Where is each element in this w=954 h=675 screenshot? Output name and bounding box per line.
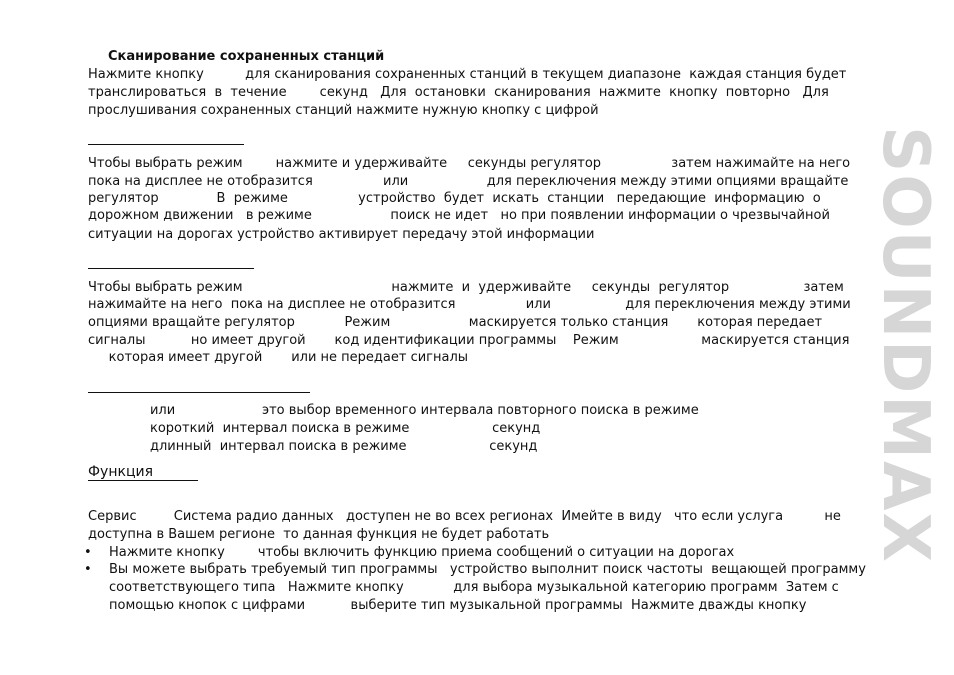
- brand-watermark: [870, 60, 940, 630]
- text-line: ситуации на дорогах устройство активирует передачу этой информации: [88, 227, 595, 242]
- function-label: Функция: [88, 464, 153, 480]
- text-line: которая имеет другой или не передает сигналы: [88, 350, 469, 365]
- text-line: Чтобы выбрать режим нажмите и удерживайте секунды регулятор затем нажимайте на него: [88, 156, 851, 171]
- list-item-continued: помощью кнопок с цифрами выберите тип музыкальной программы Нажмите дважды кнопку: [109, 598, 807, 613]
- brand-logo-text: SOUNDMAX: [868, 126, 942, 564]
- manual-page: [84, 0, 868, 675]
- section-rule: [88, 144, 244, 145]
- text-line: нажимайте на него пока на дисплее не отобразится или для переключения между этими: [88, 297, 851, 312]
- text-line: транслироваться в течение секунд Для остановки сканирования нажмите кнопку повторно Для: [88, 85, 829, 100]
- section-rule: [88, 392, 310, 393]
- text-line: Нажмите кнопку для сканирования сохраненных станций в текущем диапазоне каждая станция будет: [88, 67, 847, 82]
- bullet-icon: •: [84, 562, 92, 577]
- text-line: пока на дисплее не отобразится или для переключения между этими опциями вращайте: [88, 174, 849, 189]
- text-line: Сервис Система радио данных доступен не во всех регионах Имейте в виду что если услуга не: [88, 509, 841, 524]
- text-line: прослушивания сохраненных станций нажмите нужную кнопку с цифрой: [88, 103, 599, 118]
- text-line: опциями вращайте регулятор Режим маскируется только станция которая передает: [88, 315, 823, 330]
- text-line: короткий интервал поиска в режиме секунд: [88, 421, 541, 436]
- list-item: Вы можете выбрать требуемый тип программы устройство выполнит поиск частоты вещающей программу: [109, 562, 866, 577]
- list-item: Нажмите кнопку чтобы включить функцию приема сообщений о ситуации на дорогах: [109, 545, 735, 560]
- text-line: регулятор В режиме устройство будет искать станции передающие информацию о: [88, 191, 821, 206]
- list-item-continued: соответствующего типа Нажмите кнопку для выбора музыкальной категорию программ Затем с: [109, 580, 839, 595]
- function-underline: [88, 480, 198, 481]
- section-heading-scan: Сканирование сохраненных станций: [108, 49, 385, 64]
- text-line: длинный интервал поиска в режиме секунд: [88, 439, 538, 454]
- text-line: Чтобы выбрать режим нажмите и удерживайте секунды регулятор затем: [88, 280, 844, 295]
- bullet-icon: •: [84, 545, 92, 560]
- section-rule: [88, 268, 254, 269]
- text-line: дорожном движении в режиме поиск не идет но при появлении информации о чрезвычайной: [88, 208, 830, 223]
- text-line: или это выбор временного интервала повторного поиска в режиме: [88, 403, 699, 418]
- text-line: доступна в Вашем регионе то данная функция не будет работать: [88, 527, 550, 542]
- text-line: сигналы но имеет другой код идентификации программы Режим маскируется станция: [88, 333, 850, 348]
